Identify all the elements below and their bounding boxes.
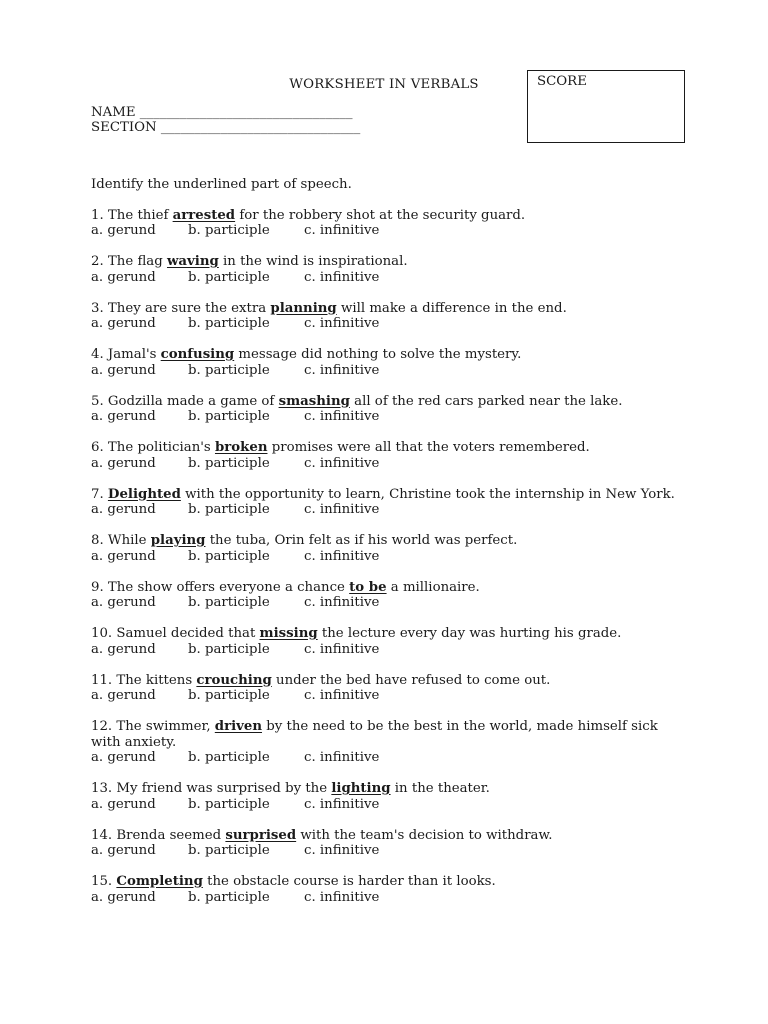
choice-participle[interactable]: b. participle [188, 316, 270, 331]
answer-choices [91, 642, 681, 658]
question-tail-text: all of the red cars parked near the lake. [349, 393, 623, 409]
choice-participle[interactable]: b. participle [188, 889, 270, 905]
underlined-word: missing [259, 626, 318, 641]
section-field[interactable]: SECTION ______________________________ [91, 120, 361, 135]
choice-gerund[interactable]: a. gerund [91, 750, 156, 765]
question-text [91, 828, 681, 844]
question-text [91, 719, 681, 750]
question-tail-text: in the theater. [390, 781, 490, 796]
question-text [91, 580, 681, 596]
answer-choices [91, 270, 681, 286]
answer-choices [91, 595, 681, 611]
question-text [91, 254, 681, 270]
question-item [91, 828, 681, 859]
choice-infinitive[interactable]: c. infinitive [304, 502, 380, 517]
choice-gerund[interactable]: a. gerund [91, 548, 156, 564]
question-item [91, 781, 681, 812]
choice-infinitive[interactable]: c. infinitive [304, 889, 380, 905]
question-tail-text: under the bed have refused to come out. [271, 672, 551, 688]
choice-participle[interactable]: b. participle [188, 641, 270, 657]
question-item [91, 301, 681, 332]
underlined-word: planning [270, 300, 337, 316]
choice-participle[interactable]: b. participle [188, 362, 270, 378]
choice-infinitive[interactable]: c. infinitive [304, 750, 380, 765]
answer-choices [91, 223, 681, 239]
question-tail-text: promises were all that the voters remembered. [267, 440, 590, 455]
choice-gerund[interactable]: a. gerund [91, 316, 156, 331]
choice-infinitive[interactable]: c. infinitive [304, 409, 380, 424]
question-text [91, 347, 681, 363]
underlined-word: waving [166, 254, 219, 269]
question-tail-text: in the wind is inspirational. [218, 254, 408, 269]
question-item [91, 719, 681, 766]
question-item [91, 673, 681, 704]
choice-gerund[interactable]: a. gerund [91, 796, 156, 812]
question-lead-text: 10. Samuel decided that [91, 626, 260, 641]
question-item [91, 580, 681, 611]
question-text [91, 626, 681, 642]
question-text [91, 781, 681, 797]
question-lead-text: 13. My friend was surprised by the [91, 781, 332, 796]
choice-infinitive[interactable]: c. infinitive [304, 455, 380, 471]
question-tail-text: the tuba, Orin felt as if his world was perfect. [205, 533, 518, 548]
choice-gerund[interactable]: a. gerund [91, 595, 156, 610]
choice-participle[interactable]: b. participle [188, 455, 270, 471]
score-label: SCORE [537, 74, 587, 89]
answer-choices [91, 549, 681, 565]
question-tail-text: by the need to be the best in the world, made himself sick with anxiety. [91, 719, 658, 750]
choice-gerund[interactable]: a. gerund [91, 409, 156, 424]
choice-participle[interactable]: b. participle [188, 595, 270, 610]
answer-choices [91, 316, 681, 332]
question-text [91, 394, 681, 410]
question-tail-text: with the team's decision to withdraw. [296, 827, 553, 843]
choice-infinitive[interactable]: c. infinitive [304, 316, 380, 331]
choice-infinitive[interactable]: c. infinitive [304, 548, 380, 564]
underlined-word: to be [349, 579, 387, 595]
choice-gerund[interactable]: a. gerund [91, 843, 156, 858]
underlined-word: playing [150, 533, 206, 548]
question-lead-text: 3. They are sure the extra [91, 300, 271, 316]
question-lead-text: 8. While [91, 533, 151, 548]
answer-choices [91, 890, 681, 906]
choice-gerund[interactable]: a. gerund [91, 889, 156, 905]
choice-infinitive[interactable]: c. infinitive [304, 641, 380, 657]
underlined-word: driven [214, 719, 263, 734]
underlined-word: arrested [172, 207, 236, 223]
choice-infinitive[interactable]: c. infinitive [304, 688, 380, 703]
question-tail-text: the lecture every day was hurting his grade. [317, 626, 622, 641]
question-item [91, 533, 681, 564]
choice-infinitive[interactable]: c. infinitive [304, 362, 380, 378]
question-tail-text: message did nothing to solve the mystery. [234, 347, 522, 362]
answer-choices [91, 688, 681, 704]
question-tail-text: the obstacle course is harder than it looks. [202, 874, 496, 889]
question-text [91, 440, 681, 456]
question-item [91, 208, 681, 239]
answer-choices [91, 363, 681, 379]
question-lead-text: 15. [91, 874, 117, 889]
answer-choices [91, 797, 681, 813]
question-text [91, 301, 681, 317]
question-tail-text: will make a difference in the end. [336, 300, 567, 316]
choice-gerund[interactable]: a. gerund [91, 455, 156, 471]
worksheet-body [91, 177, 681, 921]
choice-infinitive[interactable]: c. infinitive [304, 595, 380, 610]
underlined-word: smashing [278, 393, 350, 409]
choice-gerund[interactable]: a. gerund [91, 688, 156, 703]
question-item [91, 347, 681, 378]
choice-participle[interactable]: b. participle [188, 796, 270, 812]
answer-choices [91, 750, 681, 766]
choice-infinitive[interactable]: c. infinitive [304, 223, 380, 238]
choice-gerund[interactable]: a. gerund [91, 502, 156, 517]
name-field[interactable]: NAME ________________________________ [91, 105, 353, 120]
question-text [91, 874, 681, 890]
choice-participle[interactable]: b. participle [188, 688, 270, 703]
question-tail-text: with the opportunity to learn, Christine took the internship in New York. [180, 486, 675, 502]
choice-infinitive[interactable]: c. infinitive [304, 843, 380, 858]
question-tail-text: a millionaire. [386, 579, 480, 595]
question-lead-text: 4. Jamal's [91, 347, 161, 362]
question-item [91, 440, 681, 471]
question-text [91, 487, 681, 503]
underlined-word: crouching [196, 672, 272, 688]
choice-gerund[interactable]: a. gerund [91, 362, 156, 378]
choice-participle[interactable]: b. participle [188, 409, 270, 424]
question-lead-text: 2. The flag [91, 254, 167, 269]
answer-choices [91, 409, 681, 425]
question-item [91, 394, 681, 425]
underlined-word: lighting [331, 781, 391, 796]
choice-participle[interactable]: b. participle [188, 750, 270, 765]
choice-participle[interactable]: b. participle [188, 223, 270, 238]
answer-choices [91, 843, 681, 859]
choice-participle[interactable]: b. participle [188, 843, 270, 858]
choice-gerund[interactable]: a. gerund [91, 269, 156, 285]
question-text [91, 673, 681, 689]
choice-gerund[interactable]: a. gerund [91, 641, 156, 657]
score-box[interactable] [527, 70, 685, 143]
question-lead-text: 14. Brenda seemed [91, 827, 226, 843]
instructions: Identify the underlined part of speech. [91, 177, 352, 192]
answer-choices [91, 456, 681, 472]
underlined-word: surprised [225, 827, 297, 843]
question-item [91, 487, 681, 518]
answer-choices [91, 502, 681, 518]
question-list [91, 208, 681, 906]
choice-participle[interactable]: b. participle [188, 269, 270, 285]
question-text [91, 533, 681, 549]
choice-infinitive[interactable]: c. infinitive [304, 796, 380, 812]
underlined-word: Completing [116, 874, 203, 889]
question-lead-text: 11. The kittens [91, 672, 197, 688]
choice-participle[interactable]: b. participle [188, 502, 270, 517]
question-lead-text: 6. The politician's [91, 440, 215, 455]
question-text [91, 208, 681, 224]
choice-participle[interactable]: b. participle [188, 548, 270, 564]
question-lead-text: 12. The swimmer, [91, 719, 215, 734]
underlined-word: broken [214, 440, 268, 455]
question-item [91, 254, 681, 285]
choice-infinitive[interactable]: c. infinitive [304, 269, 380, 285]
question-item [91, 874, 681, 905]
question-lead-text: 9. The show offers everyone a chance [91, 579, 350, 595]
question-lead-text: 5. Godzilla made a game of [91, 393, 279, 409]
question-lead-text: 7. [91, 486, 108, 502]
choice-gerund[interactable]: a. gerund [91, 223, 156, 238]
worksheet-title: WORKSHEET IN VERBALS [289, 77, 479, 92]
question-lead-text: 1. The thief [91, 207, 173, 223]
underlined-word: Delighted [107, 486, 181, 502]
question-tail-text: for the robbery shot at the security guard. [235, 207, 526, 223]
question-item [91, 626, 681, 657]
underlined-word: confusing [160, 347, 235, 362]
